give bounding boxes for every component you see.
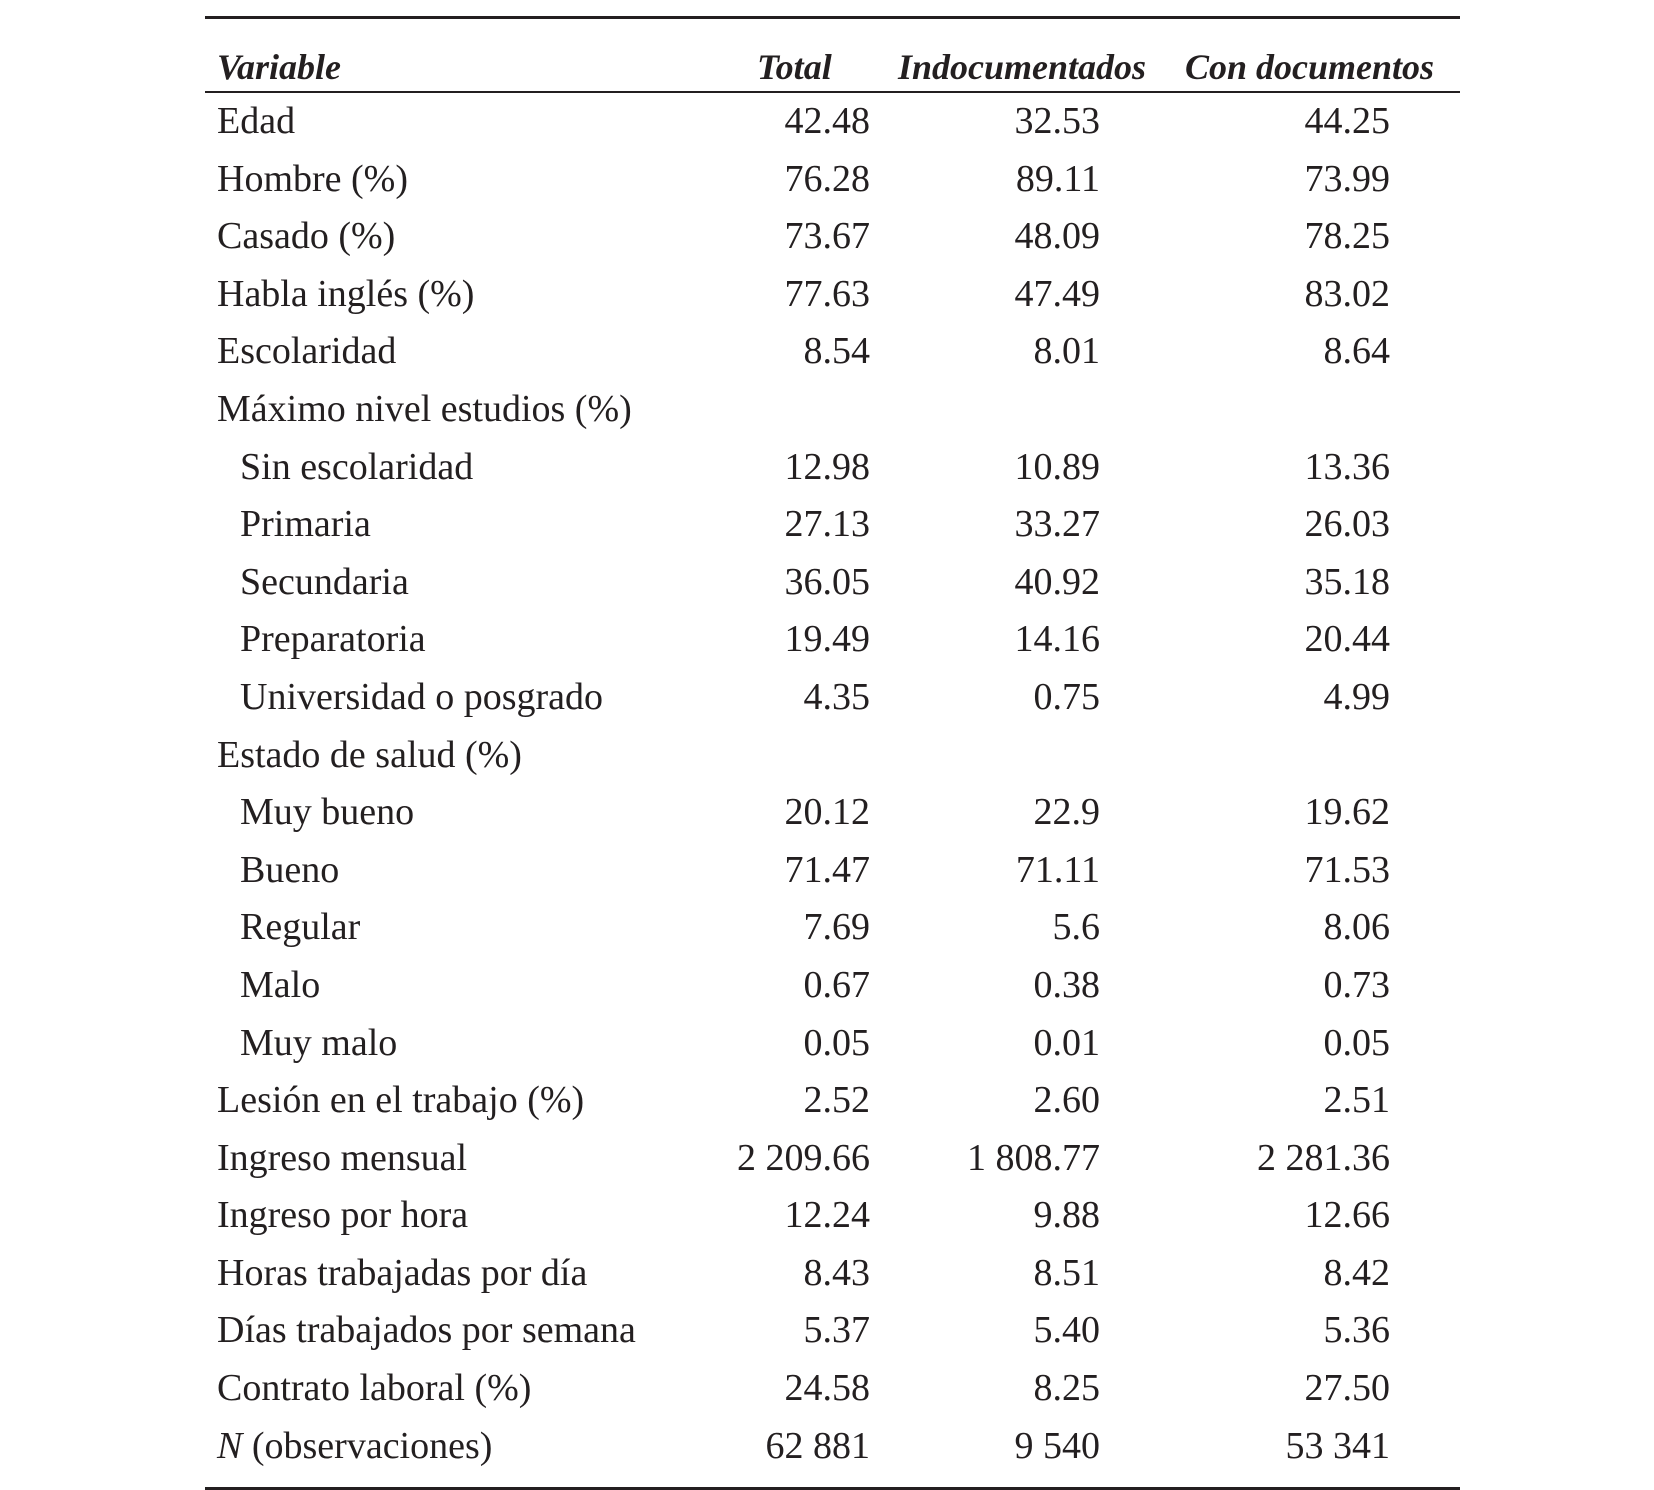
- table-row: [205, 727, 1460, 785]
- cell-total: 8.54: [803, 330, 870, 373]
- row-label: Escolaridad: [217, 330, 397, 373]
- table-row: [205, 1130, 1460, 1188]
- cell-indocumentados: 71.11: [1015, 848, 1100, 891]
- header-indocumentados: Indocumentados: [898, 47, 1147, 87]
- cell-con-documentos: 20.44: [1304, 618, 1390, 661]
- cell-indocumentados: 48.09: [1014, 215, 1100, 258]
- row-label: Bueno: [240, 848, 340, 891]
- cell-con-documentos: 71.53: [1304, 848, 1390, 891]
- table-row: [205, 554, 1460, 612]
- cell-indocumentados: 14.16: [1014, 618, 1100, 661]
- cell-indocumentados: 33.27: [1014, 503, 1100, 546]
- cell-con-documentos: 13.36: [1304, 445, 1390, 488]
- row-label: Sin escolaridad: [240, 445, 474, 488]
- cell-total: 19.49: [784, 618, 870, 661]
- cell-con-documentos: 73.99: [1304, 157, 1390, 200]
- table-row: [205, 208, 1460, 266]
- table-row: [205, 899, 1460, 957]
- table-row: [205, 669, 1460, 727]
- row-label: [217, 1424, 492, 1468]
- cell-con-documentos: 44.25: [1304, 100, 1390, 142]
- cell-total: 77.63: [784, 272, 870, 315]
- cell-total: 2.52: [803, 1079, 870, 1122]
- cell-indocumentados: 8.51: [1033, 1251, 1100, 1294]
- cell-total: 42.48: [784, 100, 870, 142]
- table-row: [205, 1245, 1460, 1303]
- cell-total: 24.58: [784, 1367, 870, 1410]
- table-row: [205, 1072, 1460, 1130]
- row-label: Días trabajados por semana: [217, 1309, 636, 1352]
- cell-con-documentos: 5.36: [1323, 1309, 1390, 1352]
- cell-indocumentados: 10.89: [1014, 445, 1100, 488]
- cell-total: 27.13: [784, 503, 870, 546]
- cell-total: 71.47: [784, 848, 870, 891]
- cell-con-documentos: 83.02: [1304, 272, 1390, 315]
- cell-indocumentados: 47.49: [1014, 272, 1100, 315]
- cell-indocumentados: 89.11: [1015, 157, 1100, 200]
- row-label: Lesión en el trabajo (%): [217, 1079, 585, 1122]
- statistics-table: [205, 16, 1460, 1490]
- cell-total: 12.24: [784, 1194, 870, 1237]
- table-row: [205, 151, 1460, 209]
- cell-total: 5.37: [803, 1309, 870, 1352]
- cell-con-documentos: 26.03: [1304, 503, 1390, 546]
- cell-indocumentados: 9 540: [1014, 1424, 1100, 1467]
- table-row: [205, 381, 1460, 439]
- cell-con-documentos: 8.06: [1323, 906, 1390, 949]
- row-label: Horas trabajadas por día: [217, 1251, 588, 1294]
- cell-con-documentos: 2 281.36: [1257, 1136, 1390, 1179]
- cell-con-documentos: 8.42: [1323, 1251, 1390, 1294]
- row-label: Estado de salud (%): [217, 733, 522, 776]
- cell-total: 0.05: [803, 1021, 870, 1064]
- cell-total: 62 881: [765, 1424, 870, 1467]
- cell-indocumentados: 0.75: [1033, 675, 1100, 718]
- cell-total: 2 209.66: [737, 1136, 870, 1179]
- row-label: Secundaria: [240, 560, 409, 603]
- cell-total: 12.98: [784, 445, 870, 488]
- table-row: [205, 1302, 1460, 1360]
- cell-total: 7.69: [803, 906, 870, 949]
- row-label: Casado (%): [217, 215, 396, 258]
- table-row: [205, 611, 1460, 669]
- cell-indocumentados: 5.40: [1033, 1309, 1100, 1352]
- cell-con-documentos: 35.18: [1304, 560, 1390, 603]
- n-label-rest: (observaciones): [242, 1424, 493, 1467]
- table-row: [205, 957, 1460, 1015]
- cell-total: 36.05: [784, 560, 870, 603]
- cell-indocumentados: 32.53: [1014, 100, 1100, 142]
- cell-indocumentados: 1 808.77: [967, 1136, 1100, 1179]
- cell-con-documentos: 19.62: [1304, 791, 1390, 834]
- row-label: Muy malo: [240, 1021, 398, 1064]
- header-total: Total: [757, 47, 832, 87]
- cell-indocumentados: 0.01: [1033, 1021, 1100, 1064]
- table-row: [205, 1187, 1460, 1245]
- n-symbol: N: [217, 1424, 243, 1467]
- cell-con-documentos: 78.25: [1304, 215, 1390, 258]
- row-label: Muy bueno: [240, 791, 415, 834]
- cell-con-documentos: 27.50: [1304, 1367, 1390, 1410]
- row-label: Hombre (%): [217, 157, 408, 200]
- cell-con-documentos: 0.05: [1323, 1021, 1390, 1064]
- table-row: [205, 842, 1460, 900]
- cell-indocumentados: 8.01: [1033, 330, 1100, 373]
- table-row: [205, 1015, 1460, 1073]
- cell-total: 4.35: [803, 675, 870, 718]
- cell-indocumentados: 9.88: [1033, 1194, 1100, 1237]
- row-label: Regular: [240, 906, 361, 949]
- cell-con-documentos: 4.99: [1323, 675, 1390, 718]
- cell-con-documentos: 53 341: [1285, 1424, 1390, 1467]
- table-row: [205, 784, 1460, 842]
- cell-indocumentados: 8.25: [1033, 1367, 1100, 1410]
- row-label: Ingreso mensual: [217, 1136, 468, 1179]
- row-label: Primaria: [240, 503, 371, 546]
- cell-indocumentados: 5.6: [1052, 906, 1100, 949]
- table-row: [205, 496, 1460, 554]
- cell-indocumentados: 2.60: [1033, 1079, 1100, 1122]
- table-row: [205, 93, 1460, 151]
- cell-total: 8.43: [803, 1251, 870, 1294]
- table-row: [205, 266, 1460, 324]
- table-row: [205, 439, 1460, 497]
- row-label: Habla inglés (%): [217, 272, 475, 315]
- cell-total: 73.67: [784, 215, 870, 258]
- row-label: Ingreso por hora: [217, 1194, 469, 1237]
- cell-con-documentos: 0.73: [1323, 963, 1390, 1006]
- row-label: Contrato laboral (%): [217, 1367, 532, 1410]
- row-label: Malo: [240, 963, 321, 1006]
- row-label: Máximo nivel estudios (%): [217, 387, 632, 430]
- cell-indocumentados: 40.92: [1014, 560, 1100, 603]
- row-label: Edad: [217, 100, 296, 142]
- cell-con-documentos: 8.64: [1323, 330, 1390, 373]
- row-label: Universidad o posgrado: [240, 675, 604, 718]
- table-row: [205, 1360, 1460, 1418]
- cell-indocumentados: 0.38: [1033, 963, 1100, 1006]
- cell-total: 76.28: [784, 157, 870, 200]
- cell-con-documentos: 12.66: [1304, 1194, 1390, 1237]
- table-body: [205, 93, 1460, 1418]
- table-row-n-observaciones: [205, 1418, 1460, 1476]
- table-row: [205, 323, 1460, 381]
- table-header: [205, 19, 1460, 91]
- header-con-documentos: Con documentos: [1185, 47, 1435, 87]
- cell-total: 0.67: [803, 963, 870, 1006]
- row-label: Preparatoria: [240, 618, 426, 661]
- header-variable: Variable: [217, 47, 342, 87]
- cell-con-documentos: 2.51: [1323, 1079, 1390, 1122]
- cell-indocumentados: 22.9: [1033, 791, 1100, 834]
- cell-total: 20.12: [784, 791, 870, 834]
